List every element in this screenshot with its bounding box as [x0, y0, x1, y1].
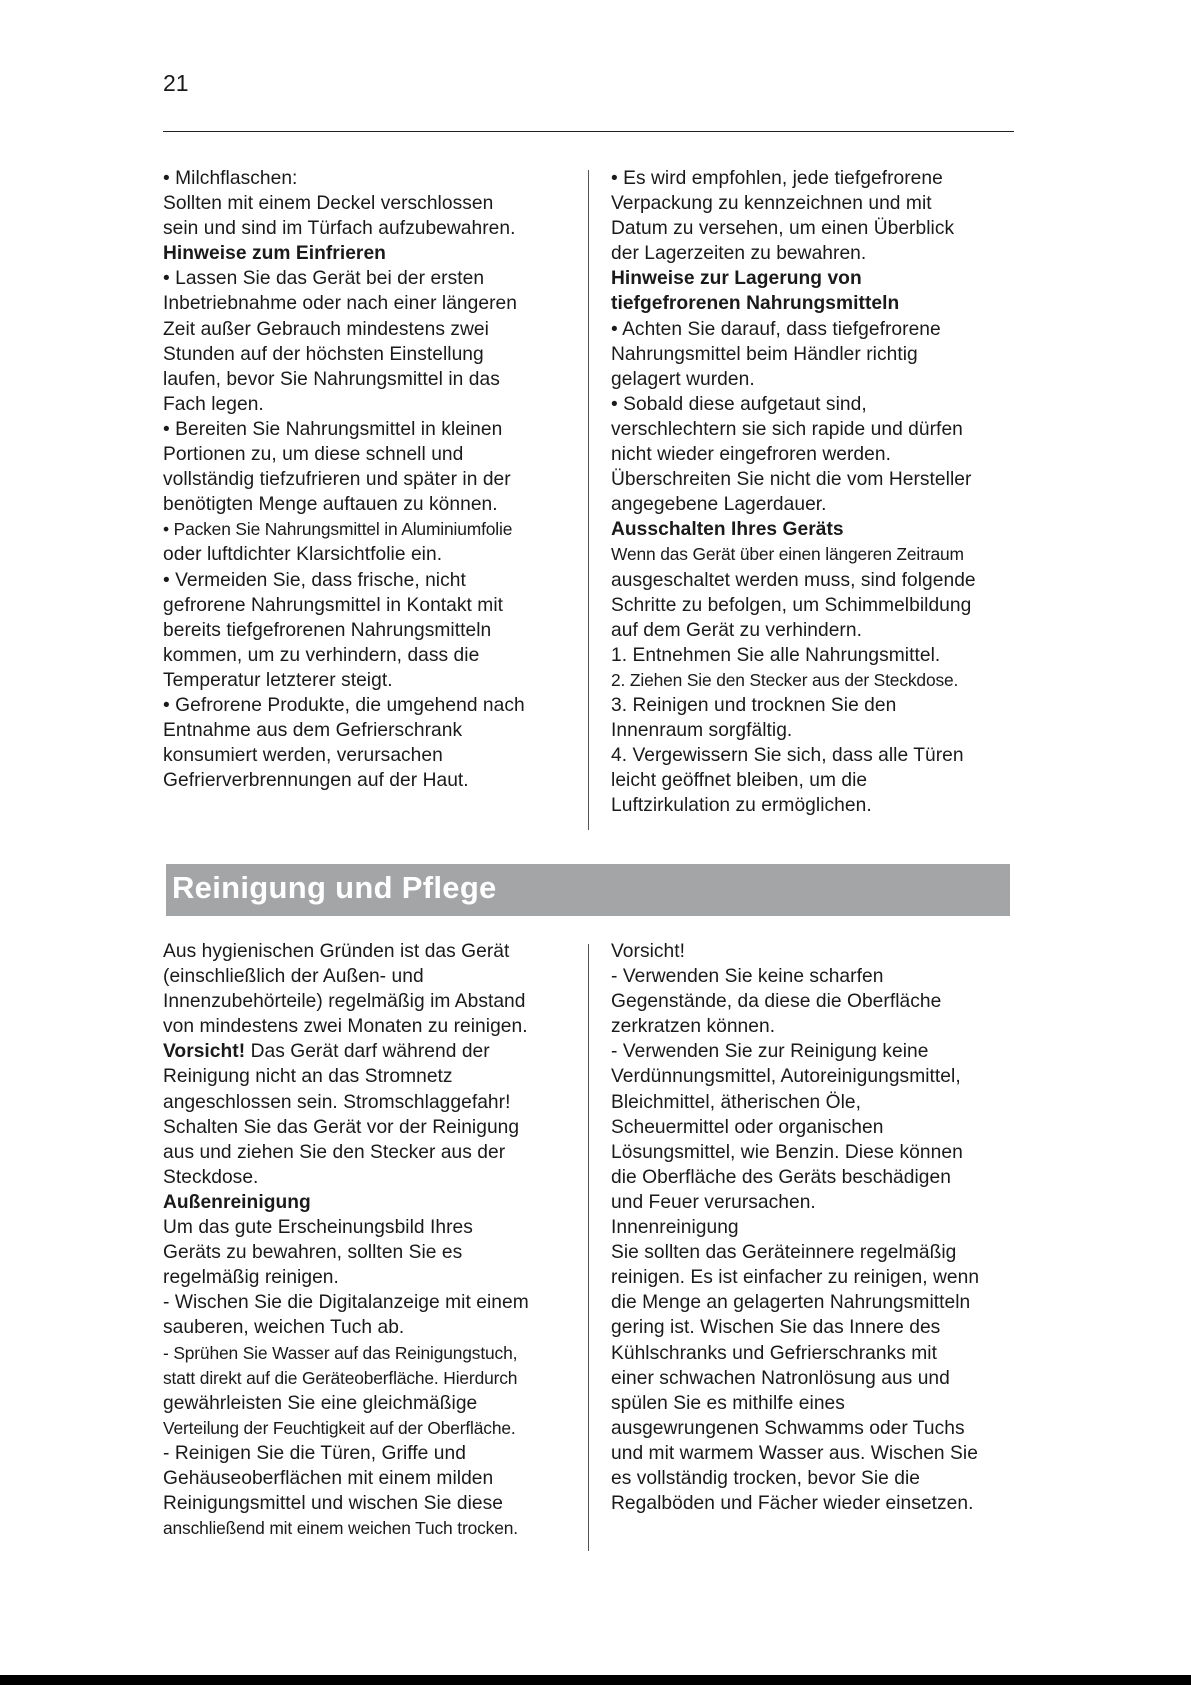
text-line: oder luftdichter Klarsichtfolie ein.	[163, 544, 443, 566]
text-line: auf dem Gerät zu verhindern.	[611, 619, 862, 641]
text-line: Temperatur letzterer steigt.	[163, 669, 393, 691]
text-line: Geräts zu bewahren, sollten Sie es	[163, 1242, 463, 1264]
text-line: Gegenstände, da diese die Oberfläche	[611, 991, 942, 1013]
text-line: Verdünnungsmittel, Autoreinigungsmittel,	[611, 1066, 961, 1088]
text-line: gefrorene Nahrungsmittel in Kontakt mit	[163, 594, 504, 616]
header-rule	[163, 131, 1014, 132]
text-line: • Sobald diese aufgetaut sind,	[611, 393, 867, 415]
text-line: statt direkt auf die Geräteoberfläche. Hierdurch	[163, 1367, 518, 1388]
text-line: gelagert wurden.	[611, 368, 755, 390]
text-line: Nahrungsmittel beim Händler richtig	[611, 343, 918, 365]
text-line: und mit warmem Wasser aus. Wischen Sie	[611, 1442, 978, 1464]
text-line: gering ist. Wischen Sie das Innere des	[611, 1317, 941, 1339]
bottom-left-column	[163, 939, 573, 1541]
text-line: Verteilung der Feuchtigkeit auf der Oberfläche.	[163, 1417, 516, 1438]
text-line: aus und ziehen Sie den Stecker aus der	[163, 1141, 506, 1163]
text-line: Wenn das Gerät über einen längeren Zeitraum	[611, 544, 964, 565]
text-line: regelmäßig reinigen.	[163, 1267, 339, 1289]
text-line: von mindestens zwei Monaten zu reinigen.	[163, 1016, 528, 1038]
text-line: leicht geöffnet bleiben, um die	[611, 770, 868, 792]
text-line: 2. Ziehen Sie den Stecker aus der Steckdose.	[611, 669, 959, 690]
text-line: Sie sollten das Geräteinnere regelmäßig	[611, 1242, 957, 1264]
text-line: Schritte zu befolgen, um Schimmelbildung	[611, 594, 972, 616]
top-column-divider	[588, 170, 589, 830]
text-line: kommen, um zu verhindern, dass die	[163, 644, 480, 666]
text-line: angegebene Lagerdauer.	[611, 494, 827, 516]
text-line: ausgeschaltet werden muss, sind folgende	[611, 569, 976, 591]
text-line: Reinigungsmittel und wischen Sie diese	[163, 1493, 504, 1515]
text-line: Kühlschranks und Gefrierschranks mit	[611, 1342, 937, 1364]
text-line: Entnahme aus dem Gefrierschrank	[163, 720, 463, 742]
text-line	[163, 1039, 573, 1064]
text-line: vollständig tiefzufrieren und später in der	[163, 469, 511, 491]
text-line: Aus hygienischen Gründen ist das Gerät	[163, 941, 510, 962]
bottom-edge-bar	[0, 1675, 1191, 1685]
subheading-line: Außenreinigung	[163, 1191, 311, 1213]
text-line: angeschlossen sein. Stromschlaggefahr!	[163, 1091, 511, 1113]
text-line: Regalböden und Fächer wieder einsetzen.	[611, 1493, 974, 1515]
text-line: • Lassen Sie das Gerät bei der ersten	[163, 268, 485, 290]
text-line: • Packen Sie Nahrungsmittel in Aluminiumfolie	[163, 519, 513, 540]
text-line: Datum zu versehen, um einen Überblick	[611, 218, 955, 240]
text-line: zerkratzen können.	[611, 1016, 776, 1038]
text-line: sein und sind im Türfach aufzubewahren.	[163, 218, 516, 240]
bottom-right-column	[611, 939, 1021, 1516]
text-line: konsumiert werden, verursachen	[163, 745, 443, 767]
text-line: Fach legen.	[163, 393, 264, 415]
subheading-line: Hinweise zur Lagerung von	[611, 268, 862, 290]
text-line: sauberen, weichen Tuch ab.	[163, 1317, 405, 1339]
text-line: • Milchflaschen:	[163, 168, 298, 189]
text-line: Steckdose.	[163, 1166, 259, 1188]
subheading-line: Ausschalten Ihres Geräts	[611, 519, 844, 541]
text-line: reinigen. Es ist einfacher zu reinigen, wenn	[611, 1267, 980, 1289]
text-line: Gehäuseoberflächen mit einem milden	[163, 1467, 494, 1489]
text-line: 3. Reinigen und trocknen Sie den	[611, 694, 897, 716]
text-line: - Wischen Sie die Digitalanzeige mit einem	[163, 1292, 529, 1314]
text-line: ausgewrungenen Schwamms oder Tuchs	[611, 1417, 965, 1439]
text-line: - Reinigen Sie die Türen, Griffe und	[163, 1442, 466, 1464]
text-line: Sollten mit einem Deckel verschlossen	[163, 193, 494, 215]
top-right-column	[611, 166, 1021, 818]
text-line: Reinigung nicht an das Stromnetz	[163, 1066, 453, 1088]
text-line: • Gefrorene Produkte, die umgehend nach	[163, 694, 525, 716]
text-line: 1. Entnehmen Sie alle Nahrungsmittel.	[611, 644, 941, 666]
text-line: einer schwachen Natronlösung aus und	[611, 1367, 950, 1389]
text-line: Lösungsmittel, wie Benzin. Diese können	[611, 1141, 963, 1163]
text-line: Vorsicht!	[611, 941, 686, 962]
text-line: Bleichmittel, ätherischen Öle,	[611, 1091, 861, 1113]
text-line: benötigten Menge auftauen zu können.	[163, 494, 498, 516]
text-line: • Bereiten Sie Nahrungsmittel in kleinen	[163, 418, 503, 440]
text-line: (einschließlich der Außen- und	[163, 966, 424, 988]
text-line: Verpackung zu kennzeichnen und mit	[611, 193, 932, 215]
page-number: 21	[163, 70, 189, 96]
text-line: • Achten Sie darauf, dass tiefgefrorene	[611, 318, 941, 340]
text-line: verschlechtern sie sich rapide und dürfen	[611, 418, 963, 440]
text-line: anschließend mit einem weichen Tuch trocken.	[163, 1518, 518, 1539]
text-line: der Lagerzeiten zu bewahren.	[611, 243, 867, 265]
text-line: nicht wieder eingefroren werden.	[611, 444, 891, 466]
text-line: Portionen zu, um diese schnell und	[163, 444, 464, 466]
text-line: laufen, bevor Sie Nahrungsmittel in das	[163, 368, 500, 390]
text-line: Innenzubehörteile) regelmäßig im Abstand	[163, 991, 526, 1013]
text-line: Inbetriebnahme oder nach einer längeren	[163, 293, 517, 315]
text-line: Innenreinigung	[611, 1217, 739, 1239]
text-line: Gefrierverbrennungen auf der Haut.	[163, 770, 469, 792]
text-line: Scheuermittel oder organischen	[611, 1116, 884, 1138]
text-line: spülen Sie es mithilfe eines	[611, 1392, 845, 1414]
text-line: • Es wird empfohlen, jede tiefgefrorene	[611, 168, 943, 189]
subheading-line: tiefgefrorenen Nahrungsmitteln	[611, 293, 900, 315]
lead-bold: Vorsicht!	[163, 1041, 246, 1063]
text-line: Stunden auf der höchsten Einstellung	[163, 343, 484, 365]
text-line: 4. Vergewissern Sie sich, dass alle Türen	[611, 745, 964, 767]
text-line: Zeit außer Gebrauch mindestens zwei	[163, 318, 489, 340]
text-line: Überschreiten Sie nicht die vom Hersteller	[611, 469, 972, 491]
text-line: die Oberfläche des Geräts beschädigen	[611, 1166, 951, 1188]
line-text: Das Gerät darf während der	[245, 1041, 490, 1063]
subheading-line: Hinweise zum Einfrieren	[163, 243, 386, 265]
text-line: gewährleisten Sie eine gleichmäßige	[163, 1392, 478, 1414]
text-line: die Menge an gelagerten Nahrungsmitteln	[611, 1292, 971, 1314]
text-line: Luftzirkulation zu ermöglichen.	[611, 795, 872, 817]
text-line: und Feuer verursachen.	[611, 1191, 816, 1213]
text-line: - Verwenden Sie zur Reinigung keine	[611, 1041, 929, 1063]
bottom-column-divider	[588, 944, 589, 1551]
text-line: • Vermeiden Sie, dass frische, nicht	[163, 569, 466, 591]
top-left-column	[163, 166, 573, 793]
text-line: Um das gute Erscheinungsbild Ihres	[163, 1217, 473, 1239]
text-line: - Sprühen Sie Wasser auf das Reinigungstuch,	[163, 1342, 518, 1363]
text-line: Innenraum sorgfältig.	[611, 720, 793, 742]
text-line: es vollständig trocken, bevor Sie die	[611, 1467, 921, 1489]
text-line: Schalten Sie das Gerät vor der Reinigung	[163, 1116, 520, 1138]
section-title: Reinigung und Pflege	[172, 870, 497, 905]
text-line: - Verwenden Sie keine scharfen	[611, 966, 884, 988]
text-line: bereits tiefgefrorenen Nahrungsmitteln	[163, 619, 492, 641]
